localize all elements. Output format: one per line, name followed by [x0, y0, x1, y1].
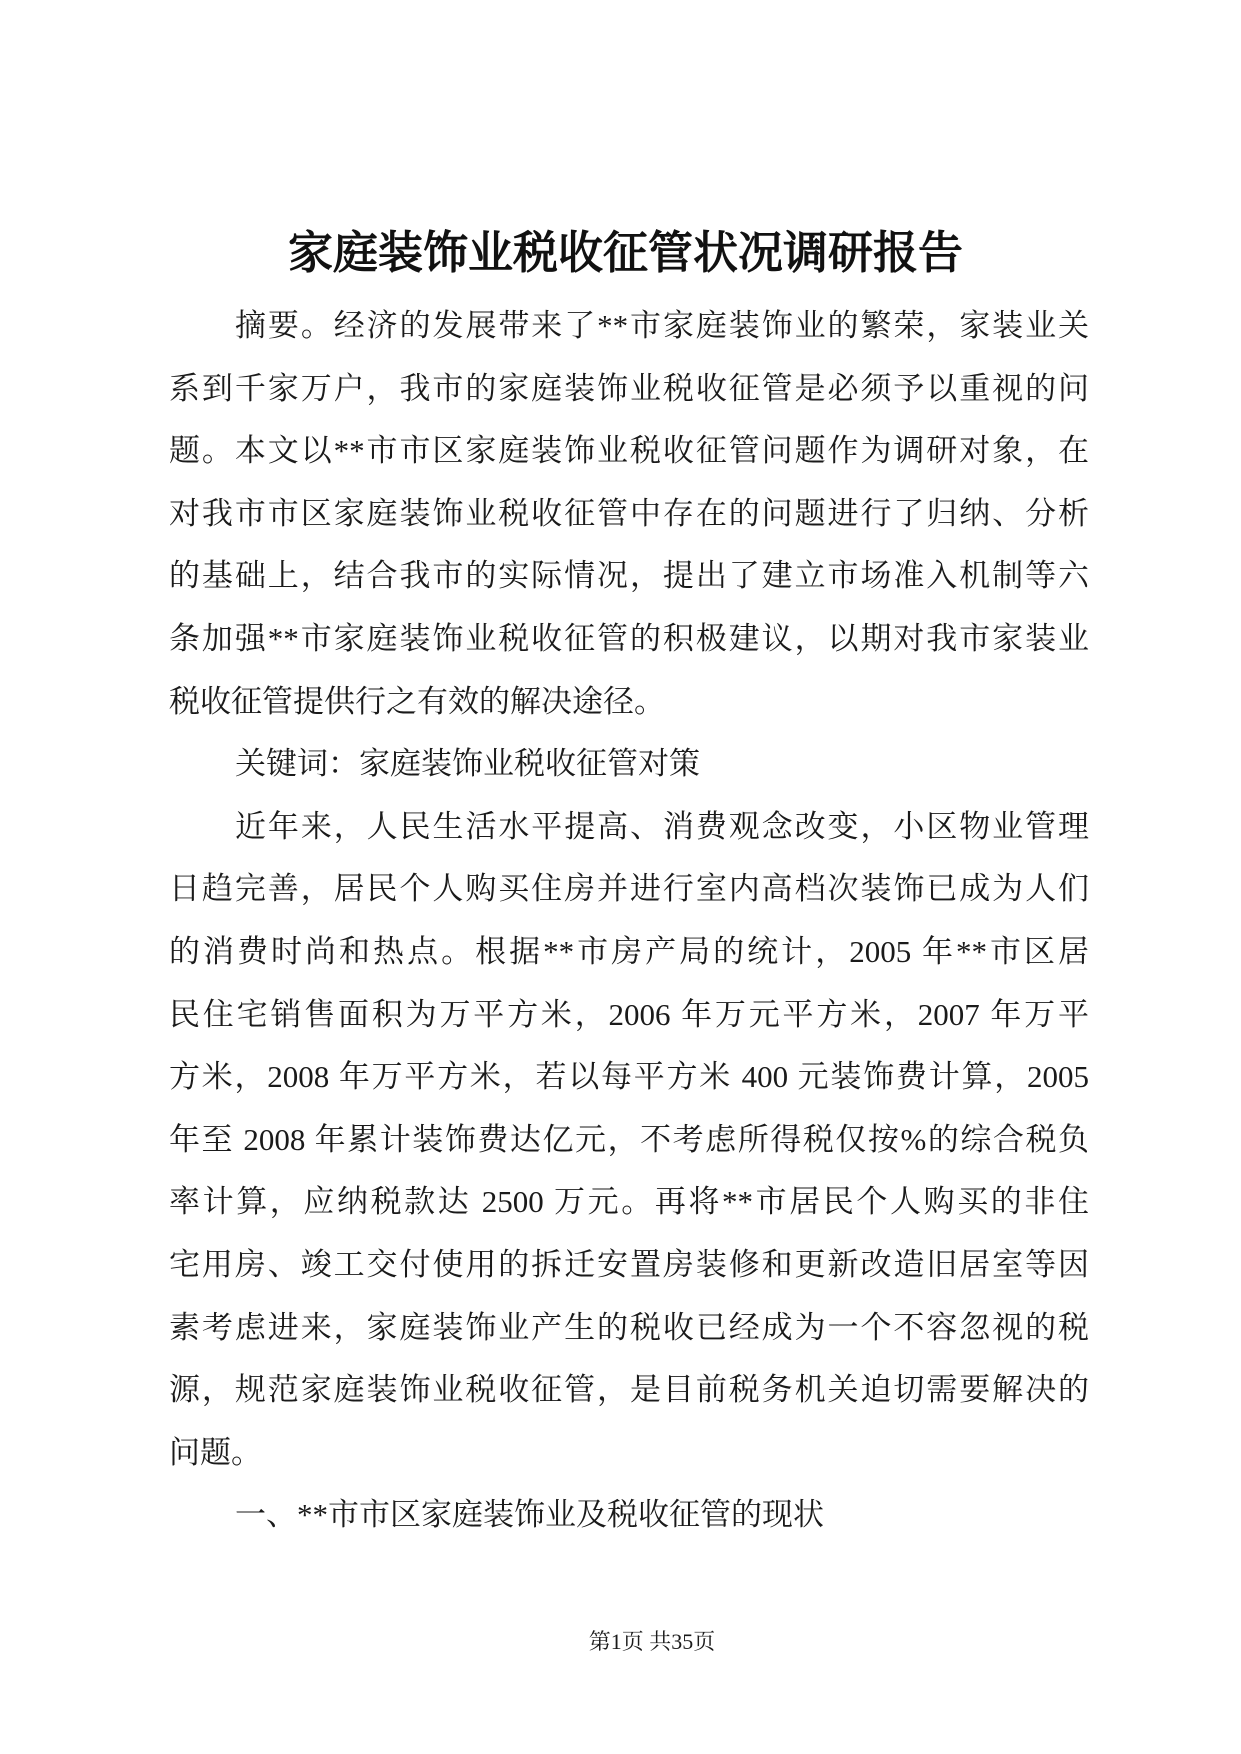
intro-line: 率计算，应纳税款达 2500 万元。再将**市居民个人购买的非住 [169, 1184, 1089, 1220]
document-body [169, 295, 1089, 1547]
intro-line: 问题。 [169, 1434, 262, 1470]
abstract-line: 系到千家万户，我市的家庭装饰业税收征管是必须予以重视的问 [169, 370, 1089, 406]
abstract-line: 条加强**市家庭装饰业税收征管的积极建议，以期对我市家装业 [169, 620, 1089, 656]
intro-line: 的消费时尚和热点。根据**市房产局的统计，2005 年**市区居 [169, 933, 1089, 969]
page-number-footer: 第1页 共35页 [588, 1629, 716, 1654]
intro-line: 源，规范家庭装饰业税收征管，是目前税务机关迫切需要解决的 [169, 1372, 1089, 1408]
intro-line: 日趋完善，居民个人购买住房并进行室内高档次装饰已成为人们 [169, 871, 1089, 907]
intro-line: 方米，2008 年万平方米，若以每平方米 400 元装饰费计算，2005 [169, 1059, 1089, 1095]
keywords-line: 关键词：家庭装饰业税收征管对策 [235, 746, 700, 782]
document-title: 家庭装饰业税收征管状况调研报告 [287, 228, 963, 278]
abstract-line: 对我市市区家庭装饰业税收征管中存在的问题进行了归纳、分析 [169, 495, 1089, 531]
abstract-line: 题。本文以**市市区家庭装饰业税收征管问题作为调研对象，在 [169, 433, 1089, 469]
abstract-line: 的基础上，结合我市的实际情况，提出了建立市场准入机制等六 [169, 558, 1089, 594]
intro-line: 年至 2008 年累计装饰费达亿元，不考虑所得税仅按%的综合税负 [169, 1121, 1089, 1157]
abstract-line: 税收征管提供行之有效的解决途径。 [169, 683, 665, 719]
intro-line: 素考虑进来，家庭装饰业产生的税收已经成为一个不容忽视的税 [169, 1309, 1089, 1345]
section-heading: 一、**市市区家庭装饰业及税收征管的现状 [235, 1497, 824, 1533]
intro-line: 民住宅销售面积为万平方米，2006 年万元平方米，2007 年万平 [169, 996, 1089, 1032]
intro-line: 近年来，人民生活水平提高、消费观念改变，小区物业管理 [235, 808, 1089, 844]
intro-paragraph [169, 796, 1089, 1485]
abstract-line: 摘要。经济的发展带来了**市家庭装饰业的繁荣，家装业关 [235, 308, 1089, 343]
abstract-paragraph [169, 295, 1089, 733]
intro-line: 宅用房、竣工交付使用的拆迁安置房装修和更新改造旧居室等因 [169, 1246, 1089, 1282]
